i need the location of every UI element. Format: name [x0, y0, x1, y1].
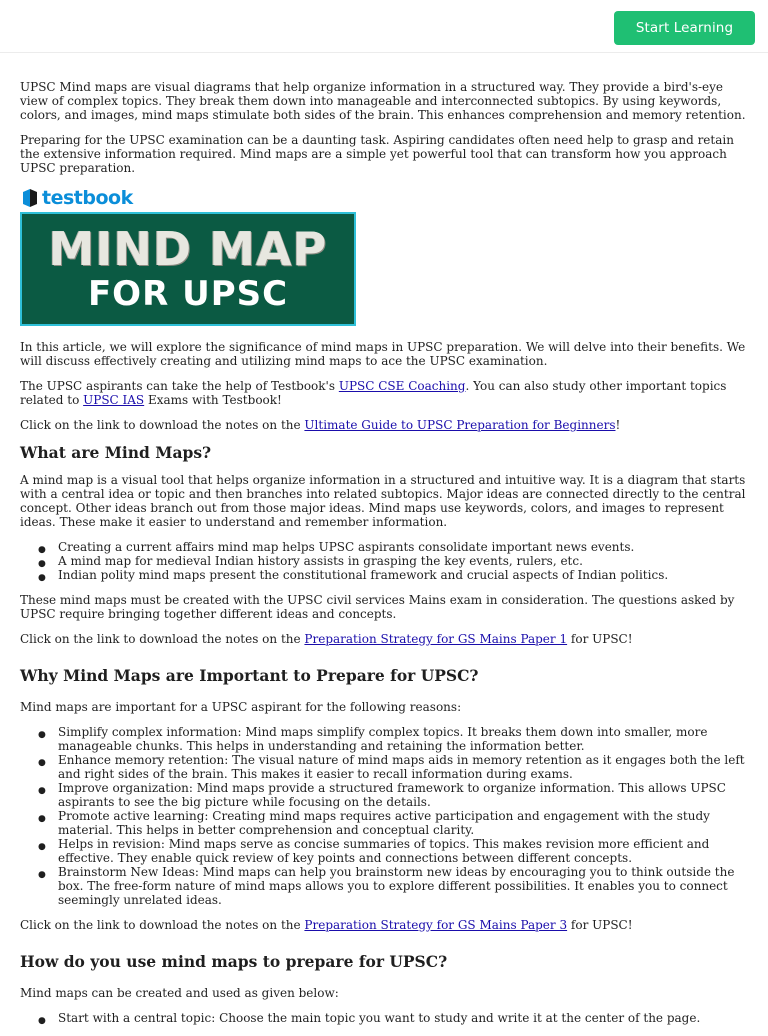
article-paragraph-3: In this article, we will explore the significance of mind maps in UPSC preparation. We will delve into their benefits. We will discuss effectively creating and utilizing mind maps to ace the UPSC examination.	[20, 340, 746, 368]
bullet-icon: ●	[38, 1016, 46, 1026]
ultimate-guide-link[interactable]: Ultimate Guide to UPSC Preparation for Beginners	[304, 418, 616, 432]
intro-paragraph-2: Preparing for the UPSC examination can be a daunting task. Aspiring candidates often need help to grasp and retain the extensive information required. Mind maps are a simple yet powerful tool that can transform how you approach UPSC preparation.	[20, 133, 734, 175]
list-item-text: Start with a central topic: Choose the main topic you want to study and write it at the center of the page.	[58, 1011, 701, 1025]
gs-paper1-paragraph	[20, 632, 750, 646]
upsc-cse-coaching-link[interactable]: UPSC CSE Coaching	[338, 379, 466, 393]
list-item	[38, 753, 750, 781]
list-item	[38, 540, 750, 555]
bullet-icon: ●	[38, 545, 46, 555]
start-learning-button[interactable]: Start Learning	[614, 11, 755, 45]
list-item	[38, 809, 750, 837]
testbook-logo-text: testbook	[42, 187, 133, 209]
list-item-text: Indian polity mind maps present the constitutional framework and crucial aspects of Indian politics.	[58, 568, 669, 582]
section1-paragraph: A mind map is a visual tool that helps organize information in a structured and intuitive way. It is a diagram that starts with a central idea or topic and then branches into related subtopics. Major ideas are connected directly to the central concept. Other ideas branch out from those major ideas. Mind maps use keywords, colors, and images to represent ideas. These make it easier to understand and remember information.	[20, 473, 746, 529]
bullet-icon: ●	[38, 758, 46, 768]
bullet-icon: ●	[38, 786, 46, 796]
list-item-text: Simplify complex information: Mind maps simplify complex topics. It breaks them down into smaller, more manageable chunks. This helps in understanding and retaining the information better.	[58, 725, 708, 753]
intro-paragraph-1: UPSC Mind maps are visual diagrams that help organize information in a structured way. They provide a bird's-eye view of complex topics. They break them down into manageable and interconnected subtopics. By using keywords, colors, and images, mind maps stimulate both sides of the brain. This enhances comprehension and memory retention.	[20, 80, 746, 122]
list-item-text: Improve organization: Mind maps provide a structured framework to organize information. This allows UPSC aspirants to see the big picture while focusing on the details.	[58, 781, 726, 809]
list-item	[38, 781, 750, 809]
bullet-icon: ●	[38, 730, 46, 740]
list-item	[38, 568, 750, 583]
gs-mains-paper3-link[interactable]: Preparation Strategy for GS Mains Paper 3	[304, 918, 568, 932]
testbook-logo-icon	[20, 188, 40, 208]
guide-text-post: !	[615, 418, 621, 432]
guide-text-pre: Click on the link to download the notes on the	[20, 418, 305, 432]
bullet-icon: ●	[38, 870, 46, 880]
gs-paper3-paragraph	[20, 918, 750, 932]
list-item-text: Helps in revision: Mind maps serve as concise summaries of topics. This makes revision more efficient and effective. They enable quick review of key points and connections between different concepts.	[58, 837, 710, 865]
coaching-text-post: Exams with Testbook!	[144, 393, 282, 407]
list-item	[38, 554, 750, 569]
upsc-ias-link[interactable]: UPSC IAS	[83, 393, 145, 407]
section-heading-why-important: Why Mind Maps are Important to Prepare for UPSC?	[20, 666, 479, 685]
top-bar	[0, 0, 768, 53]
section-heading-what-are-mind-maps: What are Mind Maps?	[20, 443, 212, 462]
list-item	[38, 1011, 750, 1026]
bullet-icon: ●	[38, 842, 46, 852]
coaching-text-mid: . You can also study other important topics related to	[20, 379, 727, 407]
list-item	[38, 865, 750, 907]
list-item-text: A mind map for medieval Indian history assists in grasping the key events, rulers, etc.	[58, 554, 583, 568]
section-heading-how-to-use: How do you use mind maps to prepare for UPSC?	[20, 952, 448, 971]
coaching-text-pre: The UPSC aspirants can take the help of Testbook's	[20, 379, 339, 393]
list-item-text: Brainstorm New Ideas: Mind maps can help you brainstorm new ideas by encouraging you to think outside the box. The free-form nature of mind maps allows you to explore different possibilities. It enables you to connect seemingly unrelated ideas.	[58, 865, 735, 907]
gs3-text-post: for UPSC!	[567, 918, 633, 932]
list-item-text: Promote active learning: Creating mind maps requires active participation and engagement with the study material. This helps in better comprehension and conceptual clarity.	[58, 809, 710, 837]
article-content	[20, 80, 750, 1036]
bullet-icon: ●	[38, 814, 46, 824]
section2-intro: Mind maps are important for a UPSC aspirant for the following reasons:	[20, 700, 462, 714]
section3-bullet-list	[20, 1011, 750, 1025]
gs-mains-paper1-link[interactable]: Preparation Strategy for GS Mains Paper 1	[304, 632, 568, 646]
banner-title-line2: FOR UPSC	[87, 274, 289, 314]
guide-download-paragraph	[20, 418, 750, 432]
list-item-text: Enhance memory retention: The visual nature of mind maps aids in memory retention as it engages both the left and right sides of the brain. This makes it easier to recall information during exams.	[58, 753, 745, 781]
testbook-logo	[20, 186, 750, 210]
section1-paragraph-2: These mind maps must be created with the UPSC civil services Mains exam in consideration. The questions asked by UPSC require bringing together different ideas and concepts.	[20, 593, 735, 621]
coaching-paragraph	[20, 379, 750, 407]
list-item	[38, 837, 750, 865]
bullet-icon: ●	[38, 559, 46, 569]
section3-intro: Mind maps can be created and used as given below:	[20, 986, 339, 1000]
list-item-text: Creating a current affairs mind map helps UPSC aspirants consolidate important news events.	[58, 540, 635, 554]
section1-bullet-list	[20, 540, 750, 582]
section2-bullet-list	[20, 725, 750, 907]
list-item	[38, 725, 750, 753]
gs1-text-pre: Click on the link to download the notes on the	[20, 632, 305, 646]
mind-map-banner-image	[20, 212, 356, 326]
gs1-text-post: for UPSC!	[567, 632, 633, 646]
gs3-text-pre: Click on the link to download the notes on the	[20, 918, 305, 932]
bullet-icon: ●	[38, 573, 46, 583]
banner-title-line1: MIND MAP	[48, 222, 328, 276]
